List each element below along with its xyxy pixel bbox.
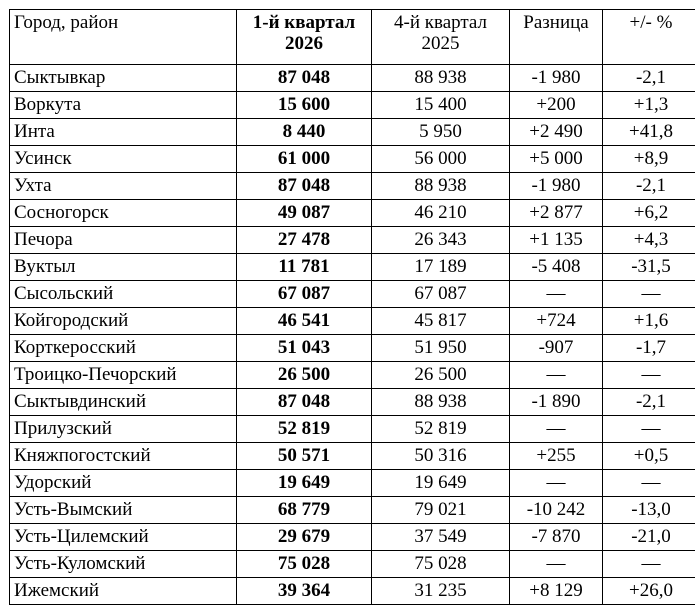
cell-q1-2026: 87 048 bbox=[237, 173, 372, 200]
cell-city: Усть-Вымский bbox=[10, 497, 237, 524]
cell-q4-2025: 88 938 bbox=[372, 65, 510, 92]
cell-pct: -1,7 bbox=[603, 335, 695, 362]
cell-pct: +0,5 bbox=[603, 443, 695, 470]
table-row bbox=[10, 470, 695, 497]
header-q1-2026 bbox=[237, 10, 372, 65]
cell-diff: — bbox=[510, 551, 603, 578]
table-row bbox=[10, 551, 695, 578]
cell-q4-2025: 31 235 bbox=[372, 578, 510, 605]
table-row bbox=[10, 173, 695, 200]
table-row bbox=[10, 200, 695, 227]
table-row bbox=[10, 443, 695, 470]
cell-q4-2025: 26 500 bbox=[372, 362, 510, 389]
cell-city: Сыктывкар bbox=[10, 65, 237, 92]
header-q4-line2: 2025 bbox=[421, 33, 460, 54]
cell-q1-2026: 52 819 bbox=[237, 416, 372, 443]
cell-q1-2026: 27 478 bbox=[237, 227, 372, 254]
cell-pct: +41,8 bbox=[603, 119, 695, 146]
cell-city: Сосногорск bbox=[10, 200, 237, 227]
cell-city: Инта bbox=[10, 119, 237, 146]
cell-pct: +6,2 bbox=[603, 200, 695, 227]
cell-q4-2025: 79 021 bbox=[372, 497, 510, 524]
table-row bbox=[10, 389, 695, 416]
cell-q1-2026: 50 571 bbox=[237, 443, 372, 470]
cell-city: Вуктыл bbox=[10, 254, 237, 281]
cell-city: Печора bbox=[10, 227, 237, 254]
cell-pct: — bbox=[603, 470, 695, 497]
cell-diff: +2 490 bbox=[510, 119, 603, 146]
cell-q1-2026: 51 043 bbox=[237, 335, 372, 362]
cell-q1-2026: 19 649 bbox=[237, 470, 372, 497]
cell-city: Койгородский bbox=[10, 308, 237, 335]
cell-diff: -1 980 bbox=[510, 173, 603, 200]
header-row bbox=[10, 10, 695, 65]
table-row bbox=[10, 578, 695, 605]
cell-q1-2026: 87 048 bbox=[237, 65, 372, 92]
cell-q4-2025: 88 938 bbox=[372, 173, 510, 200]
cell-city: Усинск bbox=[10, 146, 237, 173]
cell-city: Усть-Куломский bbox=[10, 551, 237, 578]
cell-q1-2026: 11 781 bbox=[237, 254, 372, 281]
cell-city: Ижемский bbox=[10, 578, 237, 605]
cell-q4-2025: 17 189 bbox=[372, 254, 510, 281]
cell-diff: -1 890 bbox=[510, 389, 603, 416]
table-row bbox=[10, 146, 695, 173]
table-row bbox=[10, 497, 695, 524]
cell-q1-2026: 15 600 bbox=[237, 92, 372, 119]
cell-q4-2025: 46 210 bbox=[372, 200, 510, 227]
cell-city: Корткеросский bbox=[10, 335, 237, 362]
cell-q1-2026: 29 679 bbox=[237, 524, 372, 551]
cell-q1-2026: 61 000 bbox=[237, 146, 372, 173]
cell-q4-2025: 5 950 bbox=[372, 119, 510, 146]
cell-pct: — bbox=[603, 281, 695, 308]
cell-pct: +8,9 bbox=[603, 146, 695, 173]
cell-diff: -10 242 bbox=[510, 497, 603, 524]
cell-pct: -2,1 bbox=[603, 389, 695, 416]
cell-q4-2025: 56 000 bbox=[372, 146, 510, 173]
cell-pct: -21,0 bbox=[603, 524, 695, 551]
cell-q4-2025: 67 087 bbox=[372, 281, 510, 308]
cell-city: Ухта bbox=[10, 173, 237, 200]
header-q1-line2: 2026 bbox=[285, 33, 323, 54]
table-row bbox=[10, 65, 695, 92]
table-row bbox=[10, 524, 695, 551]
cell-q1-2026: 49 087 bbox=[237, 200, 372, 227]
cell-q4-2025: 26 343 bbox=[372, 227, 510, 254]
table-row bbox=[10, 308, 695, 335]
cell-city: Воркута bbox=[10, 92, 237, 119]
cell-q1-2026: 67 087 bbox=[237, 281, 372, 308]
table-row bbox=[10, 227, 695, 254]
cell-diff: -7 870 bbox=[510, 524, 603, 551]
table-row bbox=[10, 119, 695, 146]
cell-pct: +4,3 bbox=[603, 227, 695, 254]
cell-pct: — bbox=[603, 551, 695, 578]
cell-diff: +724 bbox=[510, 308, 603, 335]
cell-q1-2026: 75 028 bbox=[237, 551, 372, 578]
cell-q4-2025: 51 950 bbox=[372, 335, 510, 362]
cell-pct: -13,0 bbox=[603, 497, 695, 524]
cell-diff: +255 bbox=[510, 443, 603, 470]
cell-diff: — bbox=[510, 416, 603, 443]
cell-q4-2025: 75 028 bbox=[372, 551, 510, 578]
cell-q1-2026: 8 440 bbox=[237, 119, 372, 146]
cell-diff: — bbox=[510, 470, 603, 497]
table-header bbox=[10, 10, 695, 65]
data-table bbox=[9, 9, 695, 605]
header-q4-2025 bbox=[372, 10, 510, 65]
header-q1-line1: 1-й квартал bbox=[252, 12, 356, 33]
cell-city: Удорский bbox=[10, 470, 237, 497]
cell-diff: — bbox=[510, 281, 603, 308]
cell-diff: -5 408 bbox=[510, 254, 603, 281]
header-q4-line1: 4-й квартал bbox=[394, 12, 487, 33]
cell-q1-2026: 87 048 bbox=[237, 389, 372, 416]
cell-pct: +1,3 bbox=[603, 92, 695, 119]
cell-pct: -2,1 bbox=[603, 65, 695, 92]
table-row bbox=[10, 362, 695, 389]
table-body bbox=[10, 65, 695, 605]
cell-city: Прилузский bbox=[10, 416, 237, 443]
cell-q4-2025: 15 400 bbox=[372, 92, 510, 119]
cell-city: Сысольский bbox=[10, 281, 237, 308]
cell-diff: +200 bbox=[510, 92, 603, 119]
cell-pct: +26,0 bbox=[603, 578, 695, 605]
table-row bbox=[10, 416, 695, 443]
cell-diff: -907 bbox=[510, 335, 603, 362]
table-row bbox=[10, 92, 695, 119]
cell-diff: +2 877 bbox=[510, 200, 603, 227]
cell-q1-2026: 68 779 bbox=[237, 497, 372, 524]
cell-q4-2025: 52 819 bbox=[372, 416, 510, 443]
cell-diff: +5 000 bbox=[510, 146, 603, 173]
header-diff: Разница bbox=[510, 10, 603, 65]
table-row bbox=[10, 281, 695, 308]
cell-q4-2025: 50 316 bbox=[372, 443, 510, 470]
cell-diff: +8 129 bbox=[510, 578, 603, 605]
cell-diff: +1 135 bbox=[510, 227, 603, 254]
cell-q1-2026: 26 500 bbox=[237, 362, 372, 389]
cell-q1-2026: 46 541 bbox=[237, 308, 372, 335]
cell-city: Сыктывдинский bbox=[10, 389, 237, 416]
cell-q4-2025: 19 649 bbox=[372, 470, 510, 497]
cell-q1-2026: 39 364 bbox=[237, 578, 372, 605]
cell-pct: — bbox=[603, 362, 695, 389]
cell-diff: — bbox=[510, 362, 603, 389]
cell-q4-2025: 37 549 bbox=[372, 524, 510, 551]
cell-pct: -2,1 bbox=[603, 173, 695, 200]
cell-q4-2025: 45 817 bbox=[372, 308, 510, 335]
cell-pct: +1,6 bbox=[603, 308, 695, 335]
cell-diff: -1 980 bbox=[510, 65, 603, 92]
cell-pct: -31,5 bbox=[603, 254, 695, 281]
cell-city: Княжпогостский bbox=[10, 443, 237, 470]
cell-q4-2025: 88 938 bbox=[372, 389, 510, 416]
table-row bbox=[10, 335, 695, 362]
cell-pct: — bbox=[603, 416, 695, 443]
table-row bbox=[10, 254, 695, 281]
cell-city: Усть-Цилемский bbox=[10, 524, 237, 551]
cell-city: Троицко-Печорский bbox=[10, 362, 237, 389]
header-city: Город, район bbox=[10, 10, 237, 65]
header-pct: +/- % bbox=[603, 10, 695, 65]
